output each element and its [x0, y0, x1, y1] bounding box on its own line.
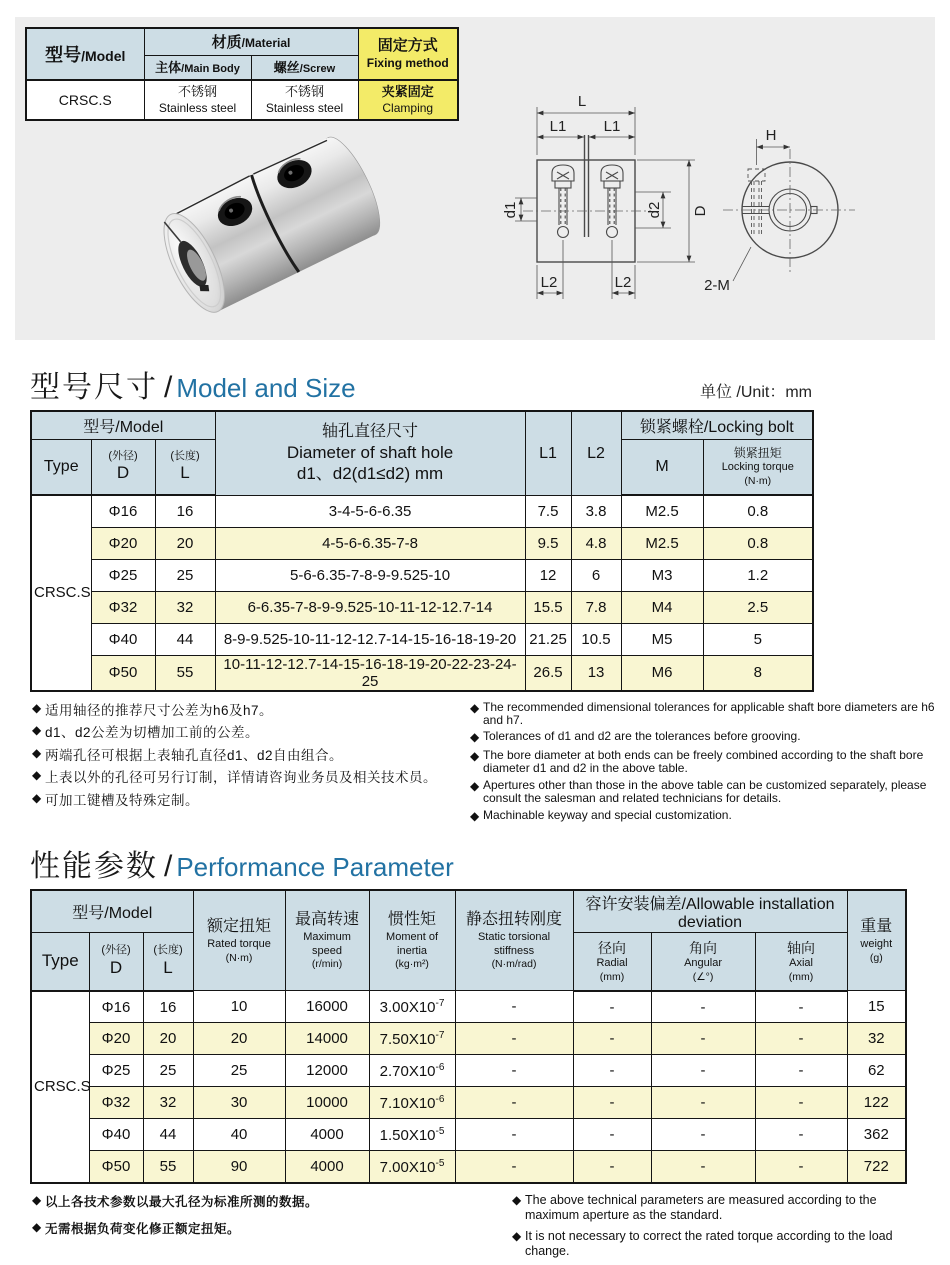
cell: 5: [703, 623, 813, 655]
note-item: ◆ Tolerances of d1 and d2 are the tolerances before grooving.: [470, 729, 801, 745]
cell: Φ25: [91, 559, 155, 591]
bullet-marker: ◆: [32, 700, 42, 715]
cell: 4000: [285, 1119, 369, 1151]
type-header: Type: [31, 439, 91, 495]
unit-label: 单位 /Unit：mm: [699, 384, 812, 401]
note-item: ◆ 以上各技术参数以最大孔径为标准所测的数据。: [32, 1193, 502, 1211]
bullet-marker: ◆: [512, 1228, 522, 1243]
cell: M3: [621, 559, 703, 591]
cell: M4: [621, 591, 703, 623]
cell: 722: [847, 1151, 906, 1183]
note-item: ◆ The bore diameter at both ends can be freely combined according to the shaft bore diameter d1 and d2 in the above table.: [470, 747, 924, 776]
product-photo: [103, 117, 433, 335]
dimension-label: L1: [603, 118, 621, 135]
cell: 44: [155, 623, 215, 655]
bullet-marker: ◆: [32, 1219, 42, 1234]
inertia-cell: $7.10X10^{-6}$: [369, 1087, 455, 1119]
cell: Φ25: [89, 1055, 143, 1087]
cell: 90: [193, 1151, 285, 1183]
cell: 20: [193, 1023, 285, 1055]
cell: -: [651, 1055, 755, 1087]
bore-list-cell: 6-6.35-7-8-9-9.525-10-11-12-12.7-14: [215, 591, 525, 623]
note-item: ◆ Apertures other than those in the above table can be customized separately, please consult the salesman and related technicians for details.: [470, 777, 927, 806]
note-item: ◆ 上表以外的孔径可另行订制，详情请咨询业务员及相关技术员。: [32, 768, 460, 788]
l1-header: L1: [525, 411, 571, 495]
cell: -: [573, 1119, 651, 1151]
cell: 25: [193, 1055, 285, 1087]
cell: -: [455, 1119, 573, 1151]
performance-table: [30, 889, 907, 1184]
size-section-title: 型号尺寸 / Model and Size 单位 /Unit：mm: [30, 371, 812, 404]
model-type-cell: CRSC.S: [31, 991, 89, 1183]
cell: 20: [143, 1023, 193, 1055]
cell: -: [455, 1151, 573, 1183]
cell: 32: [143, 1087, 193, 1119]
size-notes-chinese: [32, 701, 460, 828]
cell: Φ50: [91, 655, 155, 691]
cell: -: [455, 991, 573, 1023]
bore-list-cell: 8-9-9.525-10-11-12-12.7-14-15-16-18-19-20: [215, 623, 525, 655]
cell: 12000: [285, 1055, 369, 1087]
cell: Φ50: [89, 1151, 143, 1183]
l2-header: L2: [571, 411, 621, 495]
table-row: [31, 1151, 906, 1183]
cell: -: [755, 1055, 847, 1087]
bullet-marker: ◆: [32, 790, 42, 805]
cell: Φ32: [89, 1087, 143, 1119]
outer-diameter-header: (外径) D: [89, 933, 143, 991]
bullet-marker: ◆: [32, 1192, 42, 1207]
cell: M2.5: [621, 495, 703, 527]
body-material-cell: 不锈钢 Stainless steel: [144, 80, 251, 120]
cell: 26.5: [525, 655, 571, 691]
cell: Φ40: [91, 623, 155, 655]
cell: -: [573, 1151, 651, 1183]
inertia-cell: $3.00X10^{-7}$: [369, 991, 455, 1023]
cell: -: [455, 1055, 573, 1087]
cell: -: [755, 1151, 847, 1183]
technical-drawing: [465, 85, 945, 337]
model-material-table: [25, 27, 459, 121]
cell: Φ16: [91, 495, 155, 527]
cell: M5: [621, 623, 703, 655]
diameter-header: 轴孔直径尺寸 Diameter of shaft hole d1、d2(d1≤d2) mm: [215, 411, 525, 495]
cell: 4.8: [571, 527, 621, 559]
performance-notes-chinese: [32, 1193, 502, 1265]
size-notes: [32, 701, 950, 828]
cell: -: [755, 1087, 847, 1119]
locking-torque-header: 锁紧扭矩 Locking torque (N·m): [703, 439, 813, 495]
cell: -: [573, 1023, 651, 1055]
cell: 1.2: [703, 559, 813, 591]
cell: 30: [193, 1087, 285, 1119]
bullet-marker: ◆: [470, 778, 480, 793]
cell: 62: [847, 1055, 906, 1087]
angular-header: 角向 Angular (∠°): [651, 933, 755, 991]
cell: 3.8: [571, 495, 621, 527]
table-header-row: [31, 411, 813, 439]
note-item: ◆ The recommended dimensional tolerances for applicable shaft bore diameters are h6 and h7.: [470, 699, 935, 727]
table-row: [31, 991, 906, 1023]
cell: Φ20: [89, 1023, 143, 1055]
cell: 44: [143, 1119, 193, 1151]
table-row: [31, 1023, 906, 1055]
inertia-cell: $7.00X10^{-5}$: [369, 1151, 455, 1183]
rated-torque-header: 额定扭矩 Rated torque (N·m): [193, 890, 285, 991]
table-row: [31, 655, 813, 691]
cell: -: [455, 1087, 573, 1119]
cell: 55: [143, 1151, 193, 1183]
cell: M6: [621, 655, 703, 691]
dimension-label: L: [577, 93, 587, 110]
cell: 8: [703, 655, 813, 691]
cell: 7.8: [571, 591, 621, 623]
outer-diameter-header: (外径) D: [91, 439, 155, 495]
table-row: [31, 1055, 906, 1087]
cell: 10: [193, 991, 285, 1023]
table-row: [31, 559, 813, 591]
cell: -: [651, 1087, 755, 1119]
inertia-cell: $7.50X10^{-7}$: [369, 1023, 455, 1055]
bore-list-cell: 5-6-6.35-7-8-9-9.525-10: [215, 559, 525, 591]
note-item: ◆ 两端孔径可根据上表轴孔直径d1、d2自由组合。: [32, 746, 460, 766]
model-value-cell: CRSC.S: [26, 80, 144, 120]
cell: 7.5: [525, 495, 571, 527]
radial-header: 径向 Radial (mm): [573, 933, 651, 991]
section-title-en: Performance Parameter: [176, 852, 454, 883]
cell: -: [573, 1087, 651, 1119]
cell: 13: [571, 655, 621, 691]
screw-material-cell: 不锈钢 Stainless steel: [251, 80, 358, 120]
cell: 55: [155, 655, 215, 691]
note-item: ◆ The above technical parameters are measured according to the maximum aperture as the standard.: [512, 1192, 877, 1222]
dimension-label: L1: [549, 118, 567, 135]
cell: 16: [143, 991, 193, 1023]
cell: 122: [847, 1087, 906, 1119]
bullet-marker: ◆: [32, 723, 42, 738]
table-row: [26, 80, 458, 120]
note-item: ◆ It is not necessary to correct the rated torque according to the load change.: [512, 1228, 893, 1258]
table-row: [31, 1119, 906, 1151]
cell: M2.5: [621, 527, 703, 559]
cell: 0.8: [703, 527, 813, 559]
inertia-header: 惯性矩 Moment of inertia (kg·m²): [369, 890, 455, 991]
cell: 25: [143, 1055, 193, 1087]
dimension-label: d1: [502, 201, 519, 219]
deviation-group-header: 容许安装偏差/Allowable installation deviation: [573, 890, 847, 933]
dimension-label: 2-M: [704, 277, 730, 294]
table-row: [31, 591, 813, 623]
cell: Φ16: [89, 991, 143, 1023]
cell: 0.8: [703, 495, 813, 527]
bullet-marker: ◆: [512, 1192, 522, 1207]
table-row: [31, 1087, 906, 1119]
section-title-cn: 性能参数: [30, 850, 158, 884]
weight-header: 重量 weight (g): [847, 890, 906, 991]
cell: -: [755, 1119, 847, 1151]
cell: 21.25: [525, 623, 571, 655]
cell: -: [455, 1023, 573, 1055]
size-notes-english: [470, 701, 940, 828]
model-group-header: 型号/Model: [31, 890, 193, 933]
bullet-marker: ◆: [470, 748, 480, 763]
cell: Φ20: [91, 527, 155, 559]
length-header: (长度) L: [143, 933, 193, 991]
cell: 16000: [285, 991, 369, 1023]
note-item: ◆ 无需根据负荷变化修正额定扭矩。: [32, 1220, 502, 1238]
table-row: [31, 623, 813, 655]
table-header-row: [31, 890, 906, 933]
model-type-cell: CRSC.S: [31, 495, 91, 691]
cell: 20: [155, 527, 215, 559]
bullet-marker: ◆: [470, 730, 480, 745]
cell: 362: [847, 1119, 906, 1151]
bolt-size-header: M: [621, 439, 703, 495]
material-header: 材质/Material: [144, 28, 358, 55]
cell: -: [573, 991, 651, 1023]
screw-header: 螺丝/Screw: [251, 55, 358, 80]
cell: -: [651, 991, 755, 1023]
section-title-cn: 型号尺寸: [30, 371, 158, 404]
locking-group-header: 锁紧螺栓/Locking bolt: [621, 411, 813, 439]
dimension-label: H: [765, 127, 777, 144]
cell: -: [651, 1151, 755, 1183]
cell: Φ32: [91, 591, 155, 623]
model-header: 型号/Model: [26, 28, 144, 80]
type-header: Type: [31, 933, 89, 991]
dimension-label: L2: [614, 274, 632, 291]
bore-list-cell: 4-5-6-6.35-7-8: [215, 527, 525, 559]
bullet-marker: ◆: [470, 700, 480, 715]
cell: 4000: [285, 1151, 369, 1183]
cell: Φ40: [89, 1119, 143, 1151]
bullet-marker: ◆: [470, 808, 480, 823]
fixing-method-header: 固定方式 Fixing method: [358, 28, 458, 80]
fixing-value-cell: 夹紧固定 Clamping: [358, 80, 458, 120]
inertia-cell: $2.70X10^{-6}$: [369, 1055, 455, 1087]
catalog-page: [0, 17, 950, 1265]
dimension-label: L2: [540, 274, 558, 291]
axial-header: 轴向 Axial (mm): [755, 933, 847, 991]
model-size-table: [30, 410, 814, 692]
cell: 32: [155, 591, 215, 623]
cell: -: [651, 1023, 755, 1055]
table-row: [26, 28, 458, 55]
performance-section-title: 性能参数 / Performance Parameter: [30, 850, 454, 884]
cell: -: [651, 1119, 755, 1151]
cell: 15: [847, 991, 906, 1023]
performance-notes: [32, 1193, 950, 1265]
cell: 6: [571, 559, 621, 591]
note-item: ◆ 适用轴径的推荐尺寸公差为h6及h7。: [32, 701, 460, 721]
section-title-en: Model and Size: [176, 373, 356, 403]
cell: 16: [155, 495, 215, 527]
bullet-marker: ◆: [32, 768, 42, 783]
cell: 10.5: [571, 623, 621, 655]
main-body-header: 主体/Main Body: [144, 55, 251, 80]
cell: 10000: [285, 1087, 369, 1119]
bore-list-cell: 10-11-12-12.7-14-15-16-18-19-20-22-23-24-25: [215, 655, 525, 691]
note-item: ◆ d1、d2公差为切槽加工前的公差。: [32, 723, 460, 743]
cell: 2.5: [703, 591, 813, 623]
cell: 9.5: [525, 527, 571, 559]
dimension-label: d2: [646, 201, 663, 219]
table-row: [31, 527, 813, 559]
inertia-cell: $1.50X10^{-5}$: [369, 1119, 455, 1151]
cell: 15.5: [525, 591, 571, 623]
cell: 32: [847, 1023, 906, 1055]
bore-list-cell: 3-4-5-6-6.35: [215, 495, 525, 527]
cell: 12: [525, 559, 571, 591]
cell: 14000: [285, 1023, 369, 1055]
max-speed-header: 最高转速 Maximum speed (r/min): [285, 890, 369, 991]
cell: 40: [193, 1119, 285, 1151]
cell: -: [573, 1055, 651, 1087]
model-group-header: 型号/Model: [31, 411, 215, 439]
note-item: ◆ Machinable keyway and special customization.: [470, 807, 732, 823]
bullet-marker: ◆: [32, 745, 42, 760]
cell: -: [755, 991, 847, 1023]
product-banner: [15, 17, 935, 340]
length-header: (长度) L: [155, 439, 215, 495]
table-row: [31, 495, 813, 527]
note-item: ◆ 可加工键槽及特殊定制。: [32, 791, 460, 811]
performance-notes-english: [512, 1193, 932, 1265]
cell: -: [755, 1023, 847, 1055]
dimension-label: D: [692, 205, 709, 217]
stiffness-header: 静态扭转刚度 Static torsional stiffness (N·m/rad): [455, 890, 573, 991]
cell: 25: [155, 559, 215, 591]
